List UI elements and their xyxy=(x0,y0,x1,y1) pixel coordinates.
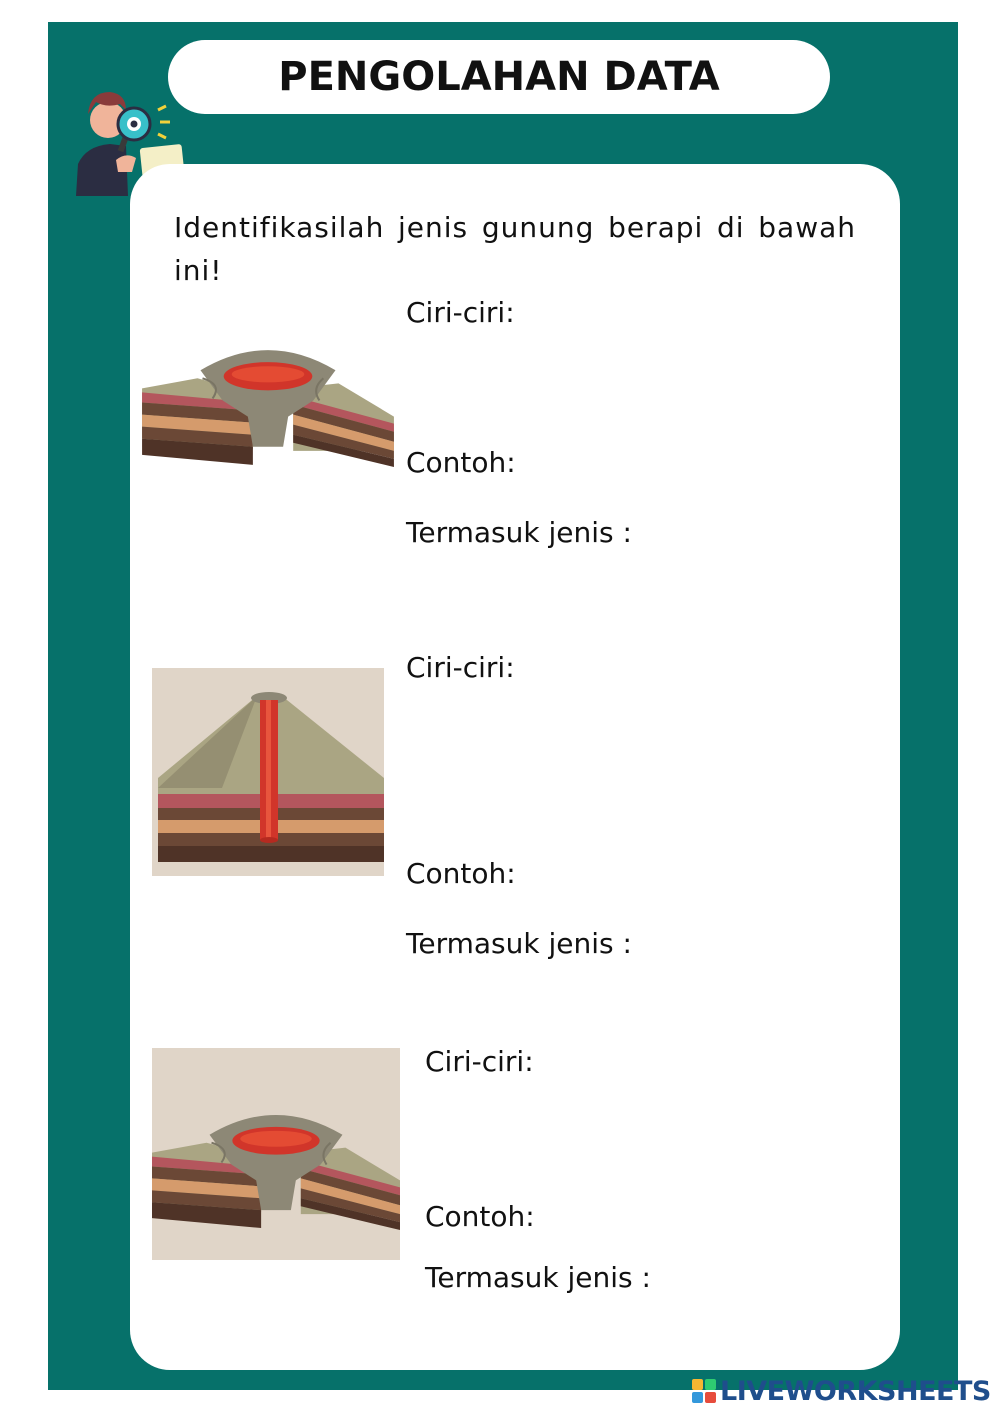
instruction-text: Identifikasilah jenis gunung berapi di bawah ini! xyxy=(174,211,856,287)
volcano-illustration-3 xyxy=(152,1100,400,1240)
contoh-label-3: Contoh: xyxy=(425,1200,535,1233)
page-title: PENGOLAHAN DATA xyxy=(278,54,720,100)
volcano-illustration-2 xyxy=(152,668,384,876)
termasuk-jenis-label-1: Termasuk jenis : xyxy=(406,516,632,549)
watermark-text: LIVEWORKSHEETS xyxy=(720,1375,991,1407)
ciri-ciri-label-1: Ciri-ciri: xyxy=(406,296,515,329)
liveworksheets-logo-icon xyxy=(692,1379,716,1403)
volcano-photo-frame-3 xyxy=(152,1048,400,1260)
volcano-illustration-1 xyxy=(142,338,394,474)
liveworksheets-watermark[interactable] xyxy=(692,1374,991,1408)
title-banner xyxy=(168,40,830,114)
contoh-label-1: Contoh: xyxy=(406,446,516,479)
termasuk-jenis-label-2: Termasuk jenis : xyxy=(406,927,632,960)
ciri-ciri-label-3: Ciri-ciri: xyxy=(425,1045,534,1078)
contoh-label-2: Contoh: xyxy=(406,857,516,890)
termasuk-jenis-label-3: Termasuk jenis : xyxy=(425,1261,651,1294)
ciri-ciri-label-2: Ciri-ciri: xyxy=(406,651,515,684)
